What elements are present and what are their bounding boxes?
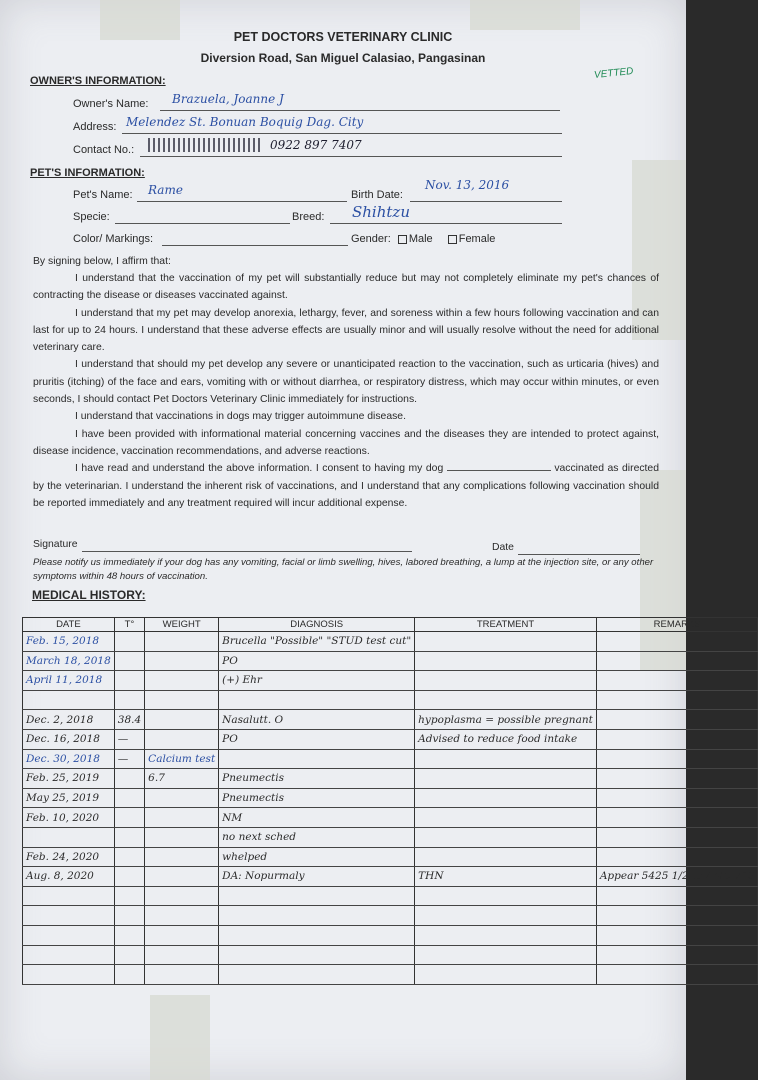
cell-diagnosis[interactable] (219, 945, 415, 965)
owner-name-line (160, 110, 560, 111)
cell-temperature[interactable] (114, 632, 144, 652)
address-label: Address: (73, 121, 117, 133)
owner-section-title: OWNER'S INFORMATION: (30, 75, 166, 87)
consent-p6-end: vaccinated as directed by the veterinarian. I understand the inherent risk of vaccinations, and I understand that any complications following vaccination should be reported immediately and any treatment required will incur additional expense. (33, 463, 659, 509)
tape-top-right (470, 0, 580, 30)
cell-remarks[interactable] (596, 847, 758, 867)
medical-history-title: MEDICAL HISTORY: (32, 588, 146, 602)
cell-temperature[interactable] (114, 808, 144, 828)
color-markings-label: Color/ Markings: (73, 233, 154, 245)
cell-remarks[interactable] (596, 886, 758, 906)
cell-date[interactable]: Feb. 15, 2018 (23, 632, 115, 652)
cell-treatment[interactable] (415, 749, 597, 769)
cell-treatment[interactable] (415, 886, 597, 906)
cell-temperature[interactable] (114, 945, 144, 965)
cell-treatment[interactable] (415, 671, 597, 691)
cell-weight[interactable] (145, 729, 219, 749)
cell-date[interactable]: May 25, 2019 (23, 788, 115, 808)
cell-date[interactable] (23, 965, 115, 985)
cell-date[interactable]: Dec. 30, 2018 (23, 749, 115, 769)
cell-treatment[interactable] (415, 847, 597, 867)
table-row (23, 906, 758, 926)
cell-diagnosis[interactable]: PO (219, 651, 415, 671)
cell-diagnosis[interactable] (219, 906, 415, 926)
cell-remarks[interactable] (596, 769, 758, 789)
table-row (23, 769, 758, 789)
cell-weight[interactable] (145, 906, 219, 926)
color-markings-line (162, 245, 348, 246)
cell-diagnosis[interactable] (219, 965, 415, 985)
cell-weight[interactable] (145, 651, 219, 671)
cell-temperature[interactable] (114, 886, 144, 906)
table-row (23, 729, 758, 749)
cell-date[interactable]: Dec. 2, 2018 (23, 710, 115, 730)
medical-history-table (22, 617, 758, 985)
notification-notice: Please notify us immediately if your dog has any vomiting, facial or limb swelling, hives, labored breathing, a lump at the injection site, or any other symptoms within 48 hours of vaccination. (33, 557, 654, 582)
cell-date[interactable]: Feb. 24, 2020 (23, 847, 115, 867)
cell-remarks[interactable] (596, 710, 758, 730)
cell-remarks[interactable] (596, 651, 758, 671)
cell-weight[interactable]: Calcium test (145, 749, 219, 769)
male-checkbox[interactable] (398, 235, 407, 244)
cell-treatment[interactable] (415, 651, 597, 671)
cell-remarks[interactable] (596, 729, 758, 749)
cell-weight[interactable] (145, 867, 219, 887)
female-option-label: Female (458, 233, 496, 245)
cell-temperature[interactable] (114, 867, 144, 887)
pet-name-line (137, 201, 347, 202)
cell-diagnosis[interactable]: Pneumectis (219, 769, 415, 789)
cell-temperature[interactable] (114, 671, 144, 691)
cell-treatment[interactable] (415, 945, 597, 965)
cell-remarks[interactable]: Appear 5425 1/2 to AND 710 (596, 867, 758, 887)
contact-value[interactable]: 0922 897 7407 (270, 138, 362, 152)
cell-treatment[interactable] (415, 965, 597, 985)
table-row (23, 651, 758, 671)
table-row (23, 671, 758, 691)
cell-remarks[interactable] (596, 945, 758, 965)
cell-diagnosis[interactable]: whelped (219, 847, 415, 867)
contact-label: Contact No.: (73, 144, 135, 156)
pet-section-title: PET'S INFORMATION: (30, 167, 145, 179)
cell-diagnosis[interactable]: NM (219, 808, 415, 828)
address-line (122, 133, 562, 134)
clinic-address: Diversion Road, San Miguel Calasiao, Pangasinan (200, 51, 486, 65)
cell-remarks[interactable] (596, 749, 758, 769)
birth-date-value[interactable]: Nov. 13, 2016 (425, 178, 510, 192)
cell-remarks[interactable] (596, 925, 758, 945)
cell-weight[interactable] (145, 788, 219, 808)
cell-remarks[interactable] (596, 906, 758, 926)
cell-date[interactable] (23, 827, 115, 847)
cell-weight[interactable] (145, 710, 219, 730)
cell-date[interactable] (23, 690, 115, 710)
owner-name-value[interactable]: Brazuela, Joanne J (172, 92, 284, 106)
date-label: Date (492, 542, 514, 553)
cell-date[interactable] (23, 925, 115, 945)
cell-treatment[interactable]: Advised to reduce food intake (415, 729, 597, 749)
cell-weight[interactable] (145, 886, 219, 906)
cell-treatment[interactable] (415, 690, 597, 710)
cell-weight[interactable] (145, 925, 219, 945)
cell-temperature[interactable]: — (114, 729, 144, 749)
dog-name-blank[interactable] (447, 470, 551, 471)
table-row (23, 847, 758, 867)
col-header-weight: WEIGHT (145, 618, 219, 632)
cell-temperature[interactable] (114, 965, 144, 985)
cell-temperature[interactable] (114, 827, 144, 847)
col-header-temperature: T° (114, 618, 144, 632)
cell-date[interactable] (23, 886, 115, 906)
cell-weight[interactable] (145, 827, 219, 847)
cell-treatment[interactable] (415, 769, 597, 789)
signature-line[interactable] (82, 551, 412, 552)
cell-temperature[interactable]: 38.4 (114, 710, 144, 730)
table-row (23, 965, 758, 985)
contact-line (140, 156, 562, 157)
cell-diagnosis[interactable] (219, 925, 415, 945)
cell-weight[interactable] (145, 690, 219, 710)
cell-remarks[interactable] (596, 827, 758, 847)
col-header-date: DATE (23, 618, 115, 632)
female-checkbox[interactable] (448, 235, 457, 244)
specie-line (115, 223, 290, 224)
cell-treatment[interactable] (415, 632, 597, 652)
consent-paragraph-2: I understand that my pet may develop anorexia, lethargy, fever, and soreness within a few hours following vaccination and can last for up to 24 hours. I understand that these adverse effects are usually minor and will usually resolve without the need for additional veterinary care. (33, 307, 659, 354)
cell-diagnosis[interactable] (219, 690, 415, 710)
cell-diagnosis[interactable]: PO (219, 729, 415, 749)
cell-remarks[interactable] (596, 690, 758, 710)
cell-treatment[interactable] (415, 827, 597, 847)
cell-temperature[interactable] (114, 690, 144, 710)
cell-treatment[interactable]: hypoplasma = possible pregnant (415, 710, 597, 730)
date-line[interactable] (518, 554, 640, 555)
consent-paragraph-6 (33, 460, 659, 512)
cell-diagnosis[interactable]: Nasalutt. O (219, 710, 415, 730)
col-header-remarks: REMARKS (596, 618, 758, 632)
cell-diagnosis[interactable]: DA: Nopurmaly (219, 867, 415, 887)
cell-date[interactable]: Aug. 8, 2020 (23, 867, 115, 887)
consent-paragraph-1: I understand that the vaccination of my pet will substantially reduce but may not completely eliminate my pet's chances of contracting the disease or diseases vaccinated against. (33, 273, 659, 302)
cell-weight[interactable] (145, 945, 219, 965)
cell-treatment[interactable]: THN (415, 867, 597, 887)
cell-temperature[interactable] (114, 847, 144, 867)
cell-remarks[interactable] (596, 808, 758, 828)
pet-name-value[interactable]: Rame (148, 183, 183, 197)
signature-label: Signature (33, 539, 78, 550)
breed-label: Breed: (292, 211, 325, 223)
clinic-name: PET DOCTORS VETERINARY CLINIC (233, 30, 453, 44)
cell-remarks[interactable] (596, 671, 758, 691)
cell-diagnosis[interactable]: Brucella "Possible" "STUD test cut" (219, 632, 415, 652)
cell-treatment[interactable] (415, 925, 597, 945)
col-header-treatment: TREATMENT (415, 618, 597, 632)
breed-value[interactable]: Shihtzu (352, 203, 410, 221)
cell-temperature[interactable] (114, 925, 144, 945)
table-row (23, 690, 758, 710)
cell-temperature[interactable] (114, 906, 144, 926)
gender-label-text: Gender: (351, 233, 391, 245)
cell-diagnosis[interactable]: (+) Ehr (219, 671, 415, 691)
medical-history-header-row (23, 618, 758, 632)
owner-name-label: Owner's Name: (73, 98, 149, 110)
specie-label: Specie: (73, 211, 110, 223)
col-header-diagnosis: DIAGNOSIS (219, 618, 415, 632)
gender-label (351, 233, 495, 245)
table-row (23, 710, 758, 730)
consent-paragraph-3: I understand that should my pet develop any severe or unanticipated reaction to the vaccination, such as urticaria (hives) and pruritis (itching) of the face and ears, vomiting with or without diarrhea, or respiratory distress, which may occur within minutes, or even seconds, I should contact Pet Doctors Veterinary Clinic immediately for instructions. (33, 359, 659, 406)
cell-date[interactable]: April 11, 2018 (23, 671, 115, 691)
cell-date[interactable]: Feb. 10, 2020 (23, 808, 115, 828)
birth-date-label: Birth Date: (351, 189, 403, 201)
consent-paragraph-5: I have been provided with informational material concerning vaccines and the diseases they are intended to protect against, disease incidence, vaccination recommendations, and adverse reactions. (33, 428, 659, 457)
cell-weight[interactable] (145, 847, 219, 867)
consent-paragraphs (33, 270, 659, 512)
table-row (23, 632, 758, 652)
cell-diagnosis[interactable] (219, 749, 415, 769)
cell-diagnosis[interactable]: Pneumectis (219, 788, 415, 808)
table-row (23, 808, 758, 828)
cell-date[interactable]: Feb. 25, 2019 (23, 769, 115, 789)
cell-treatment[interactable] (415, 906, 597, 926)
table-row (23, 886, 758, 906)
consent-paragraph-4: I understand that vaccinations in dogs may trigger autoimmune disease. (75, 411, 406, 423)
cell-temperature[interactable] (114, 769, 144, 789)
table-row (23, 945, 758, 965)
cell-remarks[interactable] (596, 788, 758, 808)
cell-treatment[interactable] (415, 808, 597, 828)
cell-weight[interactable] (145, 965, 219, 985)
table-row (23, 867, 758, 887)
cell-remarks[interactable] (596, 965, 758, 985)
table-row (23, 827, 758, 847)
tape-bottom (150, 995, 210, 1080)
cell-date[interactable] (23, 945, 115, 965)
cell-weight[interactable] (145, 671, 219, 691)
cell-temperature[interactable] (114, 788, 144, 808)
consent-p6-start: I have read and understand the above information. I consent to having my dog (75, 463, 444, 475)
affirm-intro: By signing below, I affirm that: (33, 256, 171, 267)
cell-temperature[interactable] (114, 651, 144, 671)
cell-date[interactable]: Dec. 16, 2018 (23, 729, 115, 749)
scribbled-out-number (148, 138, 260, 152)
cell-date[interactable] (23, 906, 115, 926)
cell-date[interactable]: March 18, 2018 (23, 651, 115, 671)
cell-treatment[interactable] (415, 788, 597, 808)
birth-date-line (410, 201, 562, 202)
breed-line (330, 223, 562, 224)
cell-diagnosis[interactable] (219, 886, 415, 906)
cell-weight[interactable]: 6.7 (145, 769, 219, 789)
cell-weight[interactable] (145, 808, 219, 828)
pet-name-label: Pet's Name: (73, 189, 133, 201)
table-row (23, 925, 758, 945)
male-option-label: Male (408, 233, 433, 245)
address-value[interactable]: Melendez St. Bonuan Boquig Dag. City (126, 115, 364, 129)
cell-temperature[interactable]: — (114, 749, 144, 769)
table-row (23, 788, 758, 808)
cell-remarks[interactable] (596, 632, 758, 652)
vetted-stamp: VETTED (593, 65, 634, 82)
cell-weight[interactable] (145, 632, 219, 652)
cell-diagnosis[interactable]: no next sched (219, 827, 415, 847)
table-row (23, 749, 758, 769)
